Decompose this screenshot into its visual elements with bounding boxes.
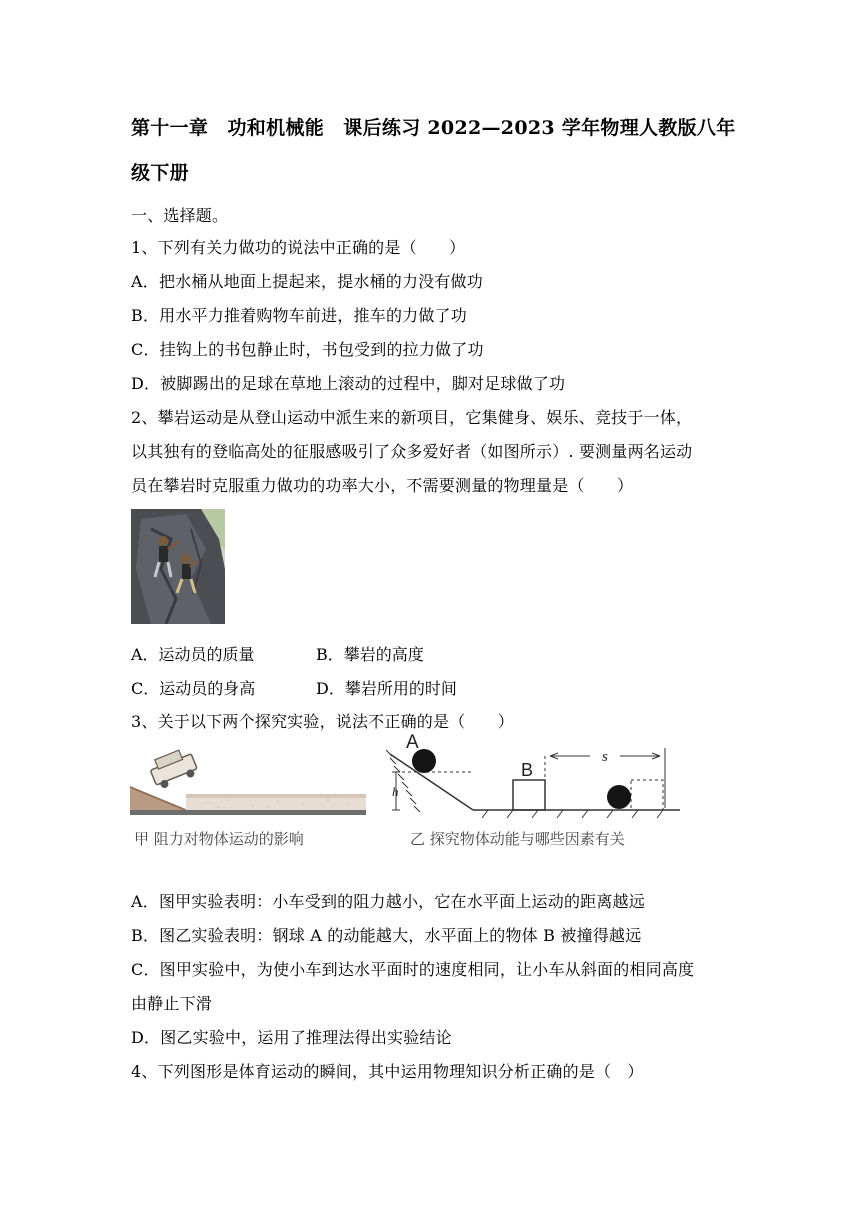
label-h: h	[392, 784, 399, 799]
figure-caption-left: 甲 阻力对物体运动的影响	[134, 830, 304, 848]
q1-option-c: C．挂钩上的书包静止时，书包受到的拉力做了功	[131, 340, 484, 359]
section-heading: 一、选择题。	[131, 206, 229, 225]
rock-climbing-photo	[131, 509, 225, 624]
q2-option-c: C．运动员的身高	[131, 679, 256, 698]
q2-option-d: D．攀岩所用的时间	[316, 679, 457, 698]
q2-stem-line-3: 员在攀岩时克服重力做功的功率大小，不需要测量的物理量是（ ）	[131, 476, 634, 495]
q2-option-a: A．运动员的质量	[131, 645, 255, 664]
q1-option-a: A．把水桶从地面上提起来，提水桶的力没有做功	[131, 272, 483, 291]
q2-option-b: B．攀岩的高度	[316, 645, 424, 664]
title-line-1: 第十一章 功和机械能 课后练习 2022—2023 学年物理人教版八年	[131, 117, 736, 139]
q3-option-d: D．图乙实验中，运用了推理法得出实验结论	[131, 1028, 452, 1047]
ramp-cart-diagram	[130, 746, 366, 815]
q4-stem: 4、下列图形是体育运动的瞬间，其中运用物理知识分析正确的是（ ）	[131, 1062, 644, 1081]
q1-option-d: D．被脚踢出的足球在草地上滚动的过程中，脚对足球做了功	[131, 374, 566, 393]
title-line-2: 级下册	[131, 162, 189, 184]
q3-option-c-line-2: 由静止下滑	[131, 994, 213, 1013]
q3-stem: 3、关于以下两个探究实验，说法不正确的是（ ）	[131, 712, 514, 731]
figure-caption-right: 乙 探究物体动能与哪些因素有关	[410, 830, 625, 848]
q1-option-b: B．用水平力推着购物车前进，推车的力做了功	[131, 306, 467, 325]
steel-ball-moved-icon	[607, 785, 631, 809]
q3-experiment-figure	[128, 728, 688, 854]
q2-option-row-2	[131, 676, 457, 699]
q1-stem: 1、下列有关力做功的说法中正确的是（ ）	[131, 238, 466, 257]
q2-stem-line-2: 以其独有的登临高处的征服感吸引了众多爱好者（如图所示）. 要测量两名运动	[131, 442, 693, 461]
q2-option-row-1	[131, 642, 424, 665]
q3-option-c-line-1: C．图甲实验中，为使小车到达水平面时的速度相同，让小车从斜面的相同高度	[131, 960, 695, 979]
label-b: B	[521, 760, 534, 780]
q2-stem-line-1: 2、攀岩运动是从登山运动中派生来的新项目，它集健身、娱乐、竞技于一体，	[131, 408, 693, 427]
q3-option-b: B．图乙实验表明：钢球 A 的动能越大，水平面上的物体 B 被撞得越远	[131, 926, 642, 945]
label-s: s	[602, 749, 608, 765]
label-a: A	[406, 732, 419, 753]
q3-option-a: A．图甲实验表明：小车受到的阻力越小，它在水平面上运动的距离越远	[131, 892, 645, 911]
